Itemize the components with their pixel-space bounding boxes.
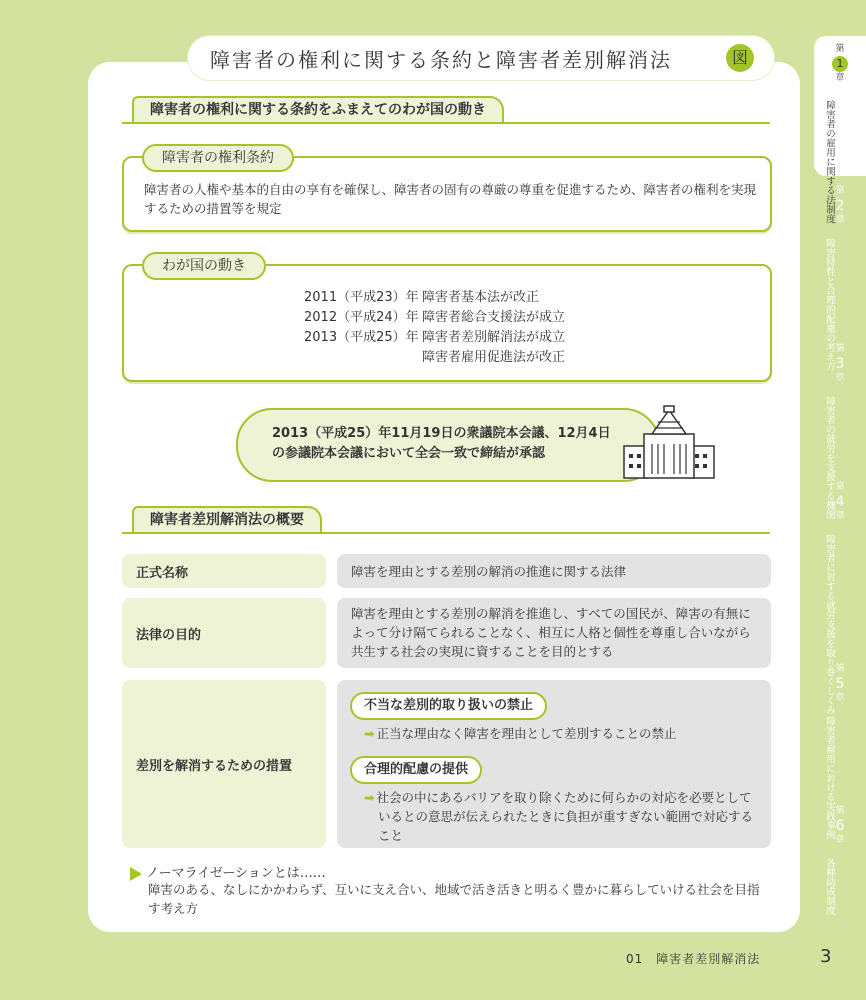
chapter-title: 障害者に対する就労支援を取り巻くしくみ [824,534,835,715]
chapter-suffix: 章 [835,835,845,845]
timeline-year [304,348,422,368]
footer-section-name: 01 障害者差別解消法 [626,952,761,966]
normalization-text: 障害のある、なしにかかわらず、互いに支え合い、地域で活き活きと明るく豊かに暮らしていける社会を目指す考え方 [148,882,760,916]
arrow-icon: ➡ [364,790,375,805]
callout-line-2: の参議院本会議において全会一致で締結が承認 [272,446,546,461]
convention-text: 障害者の人権や基本的自由の享有を確保し、障害者の固有の尊厳の尊重を促進するため、障害者の権利を実現するための措置等を規定 [144,182,757,216]
page-title: 障害者の権利に関する条約と障害者差別解消法 [210,48,672,72]
measure-title-prohibition: 不当な差別的取り扱いの禁止 [350,692,547,720]
chapter-1-tab[interactable] [820,44,860,224]
chapter-prefix: 第 [835,44,845,54]
triangle-marker-icon [130,867,142,881]
measure-desc-text: 正当な理由なく障害を理由として差別することの禁止 [376,726,677,741]
chapter-number: 2 [835,198,845,214]
chapter-suffix: 章 [835,73,845,83]
arrow-icon: ➡ [364,726,375,741]
chapter-2-tab[interactable] [820,186,860,371]
callout-line-1: 2013（平成25）年11月19日の衆議院本会議、12月4日 [272,426,611,441]
timeline-row [304,328,565,348]
row-value-official-name: 障害を理由とする差別の解消の推進に関する法律 [337,554,771,588]
chapter-title: 障害者の雇用に関する法制度 [824,100,835,224]
timeline-row [304,308,565,328]
chapter-number: 6 [835,818,845,834]
measure-desc-text: 社会の中にあるバリアを取り除くために何らかの対応を必要としているとの意思が伝えられたときに負担が重すぎない範囲で対応すること [376,790,754,843]
chapter-title: 各種助成制度 [824,858,835,915]
timeline-event: 障害者差別解消法が成立 [422,330,566,345]
normalization-heading [130,862,326,881]
convention-label: 障害者の権利条約 [142,144,294,172]
diet-building-icon [622,404,716,482]
timeline [304,288,565,368]
chapter-suffix: 章 [835,693,845,703]
timeline-year: 2013（平成25）年 [304,330,419,345]
callout-text [272,424,611,464]
chapter-prefix: 第 [835,186,845,196]
section-heading: 障害者の権利に関する条約をふまえてのわが国の動き [132,96,504,122]
row-label-official-name: 正式名称 [122,554,326,588]
chapter-prefix: 第 [835,482,845,492]
chapter-suffix: 章 [835,215,845,225]
timeline-year: 2012（平成24）年 [304,310,419,325]
japan-label: わが国の動き [142,252,266,280]
chapter-suffix: 章 [835,373,845,383]
measure-desc-prohibition [364,724,756,743]
chapter-6-tab[interactable] [820,806,860,915]
chapter-4-tab[interactable] [820,482,860,715]
row-label-purpose: 法律の目的 [122,598,326,668]
chapter-prefix: 第 [835,806,845,816]
row-value-purpose: 障害を理由とする差別の解消を推進し、すべての国民が、障害の有無によって分け隔てられることなく、相互に人格と個性を尊重し合いながら共生する社会の実現に資することを目的とする [337,598,771,668]
timeline-row [304,348,565,368]
timeline-row [304,288,565,308]
chapter-number: 5 [835,676,845,692]
section-heading: 障害者差別解消法の概要 [132,506,322,532]
chapter-number: 1 [832,56,848,72]
chapter-suffix: 章 [835,511,845,521]
section-underline [122,122,770,124]
chapter-3-tab[interactable] [820,344,860,520]
chapter-prefix: 第 [835,344,845,354]
timeline-event: 障害者基本法が改正 [422,290,540,305]
normalization-heading-text: ノーマライゼーションとは…… [146,866,326,881]
figure-badge: 図 [726,44,754,72]
chapter-number: 3 [835,356,845,372]
timeline-event: 障害者雇用促進法が改正 [422,350,566,365]
chapter-5-tab[interactable] [820,664,860,840]
section-underline [122,532,770,534]
row-label-measures: 差別を解消するための措置 [122,680,326,848]
page-number: 3 [820,946,832,967]
chapter-number: 4 [835,494,845,510]
chapter-title: 障害者の就労を支援する機関 [824,396,835,520]
measure-desc-accommodation [364,788,760,845]
chapter-title: 障害者雇用における実践事例 [824,716,835,840]
chapter-title: 障害特性と合理的配慮の考え方 [824,238,835,371]
timeline-event: 障害者総合支援法が成立 [422,310,566,325]
measure-title-accommodation: 合理的配慮の提供 [350,756,482,784]
chapter-prefix: 第 [835,664,845,674]
timeline-year: 2011（平成23）年 [304,290,419,305]
